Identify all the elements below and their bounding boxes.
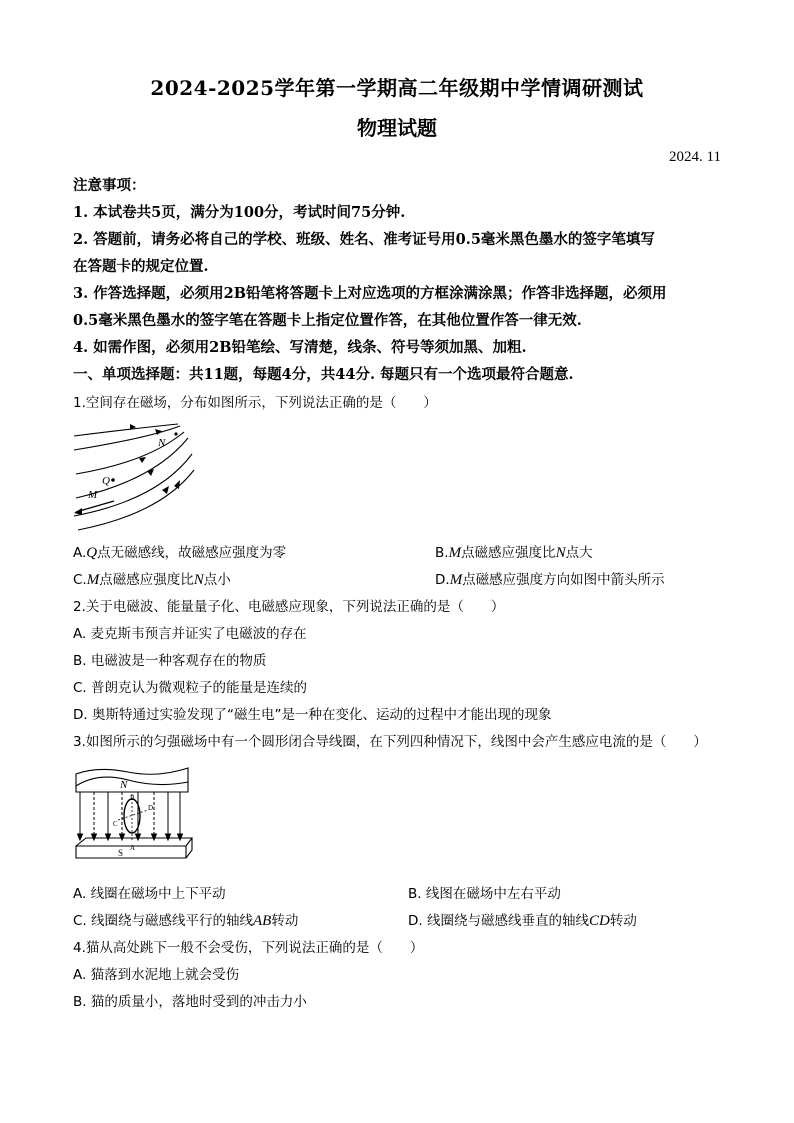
q1-option-a: A.Q点无磁感线，故磁感应强度为零 [73, 545, 287, 561]
label-n: N [158, 437, 166, 449]
field-arrow [174, 480, 180, 489]
label-c: C [113, 820, 118, 828]
section-1-heading: 一、单项选择题：共11题，每题4分，共44分. 每题只有一个选项最符合题意. [73, 366, 574, 383]
label-pole-s: S [118, 848, 124, 858]
q3-option-b: B. 线图在磁场中左右平动 [408, 886, 561, 902]
q3-option-d: D. 线圈绕与磁感线垂直的轴线CD转动 [408, 913, 637, 929]
label-d: D [148, 804, 154, 812]
q1-option-c: C.M点磁感应强度比N点小 [73, 572, 231, 588]
q3-option-c: C. 线圈绕与磁感线平行的轴线AB转动 [73, 913, 299, 929]
field-line [76, 432, 184, 474]
q4-option-a: A. 猫落到水泥地上就会受伤 [73, 967, 240, 983]
magnetic-field-figure [68, 414, 198, 532]
q2-option-c: C. 普朗克认为微观粒子的能量是连续的 [73, 680, 308, 696]
field-arrow [139, 457, 146, 463]
field-arrow [147, 469, 154, 476]
q4-option-b: B. 猫的质量小，落地时受到的冲击力小 [73, 994, 307, 1010]
point-m-arrowhead [74, 508, 82, 515]
north-pole-side [76, 782, 188, 792]
label-pole-n: N [120, 779, 128, 791]
field-arrow [162, 486, 169, 494]
north-pole-block [76, 768, 188, 786]
q2-option-a: A. 麦克斯韦预言并证实了电磁波的存在 [73, 626, 307, 642]
exam-date: 2024. 11 [669, 149, 721, 165]
note-2-line-1: 2. 答题前，请务必将自己的学校、班级、姓名、准考证号用0.5毫米黑色墨水的签字笔填写 [73, 231, 655, 248]
q3-option-a: A. 线圈在磁场中上下平动 [73, 886, 226, 902]
note-4: 4. 如需作图，必须用2B铅笔绘、写清楚，线条、符号等须加黑、加粗. [73, 339, 527, 356]
note-3-line-1: 3. 作答选择题，必须用2B铅笔将答题卡上对应选项的方框涂满涂黑；作答非选择题，必须用 [73, 285, 667, 302]
notes-heading: 注意事项： [73, 177, 146, 194]
uniform-field-coil-figure [68, 760, 194, 878]
field-line [74, 454, 192, 516]
note-1: 1. 本试卷共5页，满分为100分，考试时间75分钟. [73, 204, 406, 221]
label-a: A [130, 844, 136, 852]
question-2-stem: 2.关于电磁波、能量量子化、电磁感应现象，下列说法正确的是（ ） [73, 599, 505, 615]
q2-option-d: D. 奥斯特通过实验发现了“磁生电”是一种在变化、运动的过程中才能出现的现象 [73, 707, 552, 723]
label-q: Q [102, 475, 110, 487]
q1-option-b: B.M点磁感应强度比N点大 [435, 545, 593, 561]
question-1-stem: 1.空间存在磁场，分布如图所示，下列说法正确的是（ ） [73, 395, 437, 411]
note-3-line-2: 0.5毫米黑色墨水的签字笔在答题卡上指定位置作答，在其他位置作答一律无效. [73, 312, 582, 329]
exam-subtitle: 物理试题 [357, 116, 437, 140]
point-q-dot [111, 478, 115, 482]
label-b: B [130, 794, 135, 802]
note-2-line-2: 在答题卡的规定位置. [73, 258, 209, 275]
q2-option-b: B. 电磁波是一种客观存在的物质 [73, 653, 267, 669]
label-m: M [88, 489, 98, 501]
q1-option-d: D.M点磁感应强度方向如图中箭头所示 [435, 572, 665, 588]
question-4-stem: 4.猫从高处跳下一般不会受伤，下列说法正确的是（ ） [73, 940, 424, 956]
field-line [74, 424, 178, 436]
exam-title: 2024-2025学年第一学期高二年级期中学情调研测试 [150, 76, 644, 100]
question-3-stem: 3.如图所示的匀强磁场中有一个圆形闭合导线圈，在下列四种情况下，线图中会产生感应电流的是（ ） [73, 734, 707, 750]
south-pole-edge [186, 838, 192, 858]
point-n-dot [174, 432, 177, 435]
